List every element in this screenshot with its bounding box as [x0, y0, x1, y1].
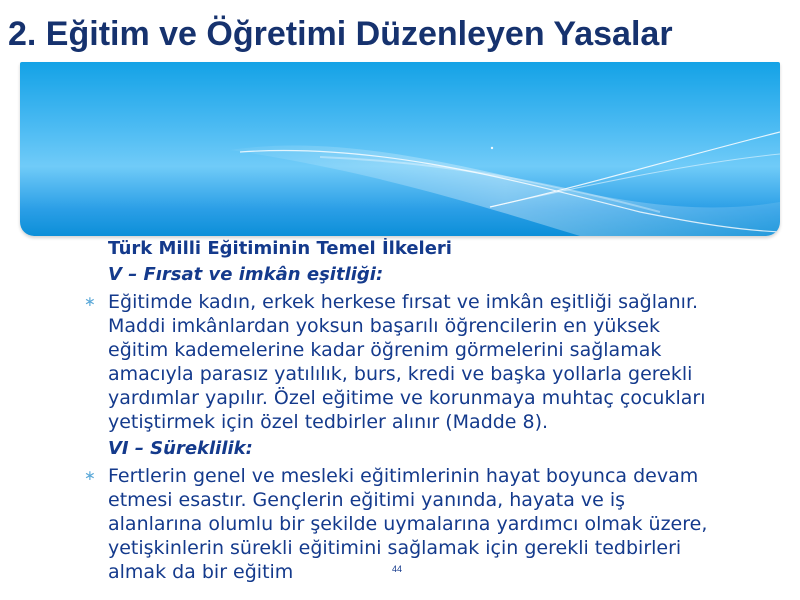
bullet-icon: ∗ [84, 294, 96, 310]
bullet-item [0, 290, 800, 434]
page-number: 44 [392, 564, 403, 574]
section-5-subheading: V – Fırsat ve imkân eşitliği: [108, 264, 384, 285]
principles-heading: Türk Milli Eğitiminin Temel İlkeleri [108, 238, 452, 259]
section-6-subheading: VI – Süreklilik: [108, 438, 253, 459]
slide-body [0, 238, 800, 600]
slide-title: 2. Eğitim ve Öğretimi Düzenleyen Yasalar [8, 15, 673, 53]
bullet-icon: ∗ [84, 468, 96, 484]
section-6-text: Fertlerin genel ve mesleki eğitimlerinin hayat boyunca devam etmesi esastır. Gençlerin eğitimi yanında, hayata ve iş alanlarına olumlu bir şekilde uymalarına yardımcı olmak üzere, yetişkinlerin sürekli eğitimini sağlamak için gerekli tedbirleri almak da bir eğitim [108, 465, 708, 583]
decorative-banner [20, 62, 780, 236]
section-5-text: Eğitimde kadın, erkek herkese fırsat ve imkân eşitliği sağlanır. Maddi imkânlardan yoksun başarılı öğrencilerin en yüksek eğitim kademelerine kadar öğrenim görmelerini sağlamak amacıyla parasız yatılılık, burs, kredi ve başka yollarla gerekli yardımlar yapılır. Özel eğitime ve korunmaya muhtaç çocukları yetiştirmek için özel tedbirler alınır (Madde 8). [108, 291, 706, 433]
wave-decoration [20, 62, 780, 236]
